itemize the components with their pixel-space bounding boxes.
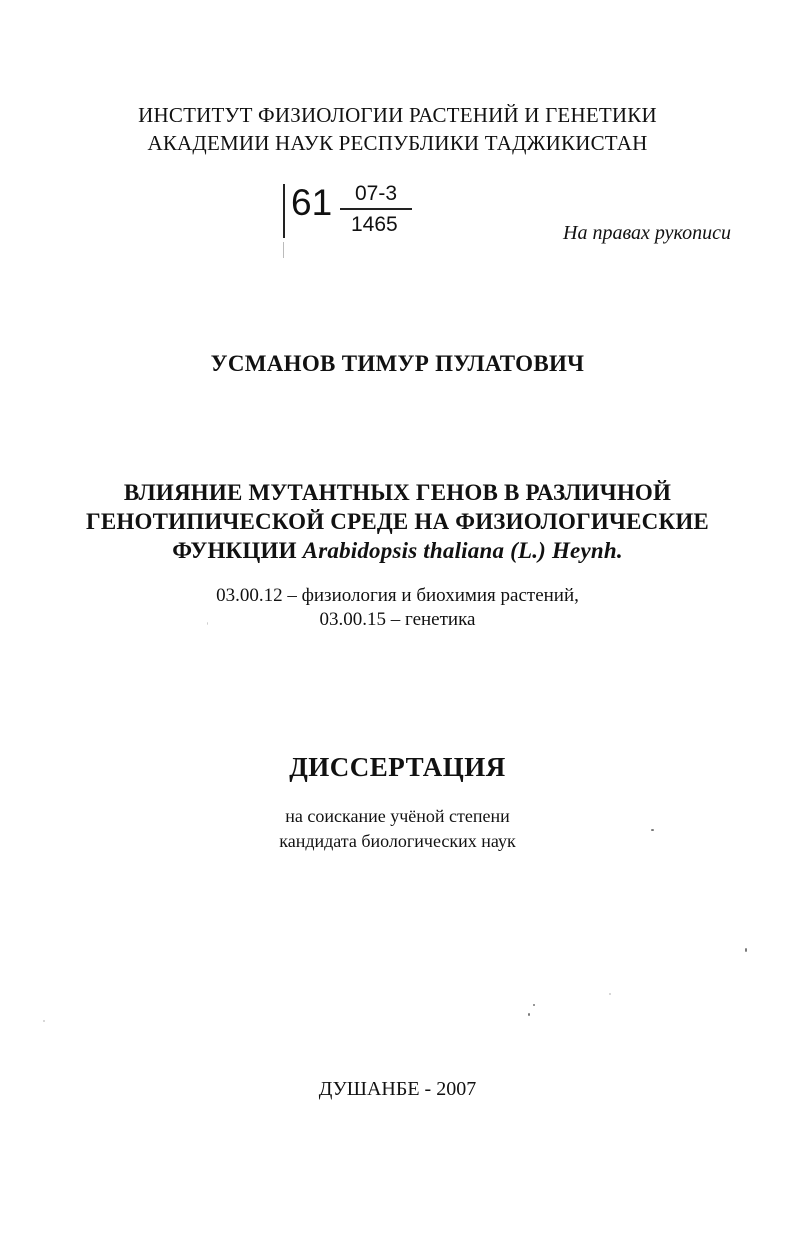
scan-speck [528,1013,530,1016]
document-type: ДИССЕРТАЦИЯ [289,752,506,782]
title-line-3 [0,538,795,564]
stamp-main-number: 61 [291,182,333,223]
degree-line-2: кандидата биологических наук [279,831,516,851]
title-line-2: ГЕНОТИПИЧЕСКОЙ СРЕДЕ НА ФИЗИОЛОГИЧЕСКИЕ [86,509,709,534]
title-species-name: Arabidopsis thaliana (L.) Heynh. [302,538,623,563]
city-year: ДУШАНБЕ - 2007 [318,1078,477,1100]
manuscript-rights-note: На правах рукописи [563,222,731,244]
degree-line-1: на соискание учёной степени [285,806,510,826]
title-line-3-prefix: ФУНКЦИИ [172,538,297,563]
scan-speck [651,829,654,831]
specialty-line-2: 03.00.15 – генетика [319,609,476,630]
stamp-numerator: 07-3 [355,182,398,205]
scan-speck [43,1020,45,1022]
author-name: УСМАНОВ ТИМУР ПУЛАТОВИЧ [210,351,585,376]
scan-speck [609,993,611,995]
institute-name-line-2: АКАДЕМИИ НАУК РЕСПУБЛИКИ ТАДЖИКИСТАН [147,131,648,155]
stamp-vertical-bar [283,184,285,238]
institute-name-line-1: ИНСТИТУТ ФИЗИОЛОГИИ РАСТЕНИЙ И ГЕНЕТИКИ [138,103,657,127]
stamp-bar-tail [283,242,284,258]
stamp-denominator: 1465 [351,213,398,236]
scan-speck [533,1004,535,1006]
scan-speck [745,948,747,952]
title-line-1: ВЛИЯНИЕ МУТАНТНЫХ ГЕНОВ В РАЗЛИЧНОЙ [123,480,672,505]
stamp-fraction-rule [340,208,412,210]
scan-speck [207,622,208,625]
specialty-line-1: 03.00.12 – физиология и биохимия растений, [216,585,579,606]
